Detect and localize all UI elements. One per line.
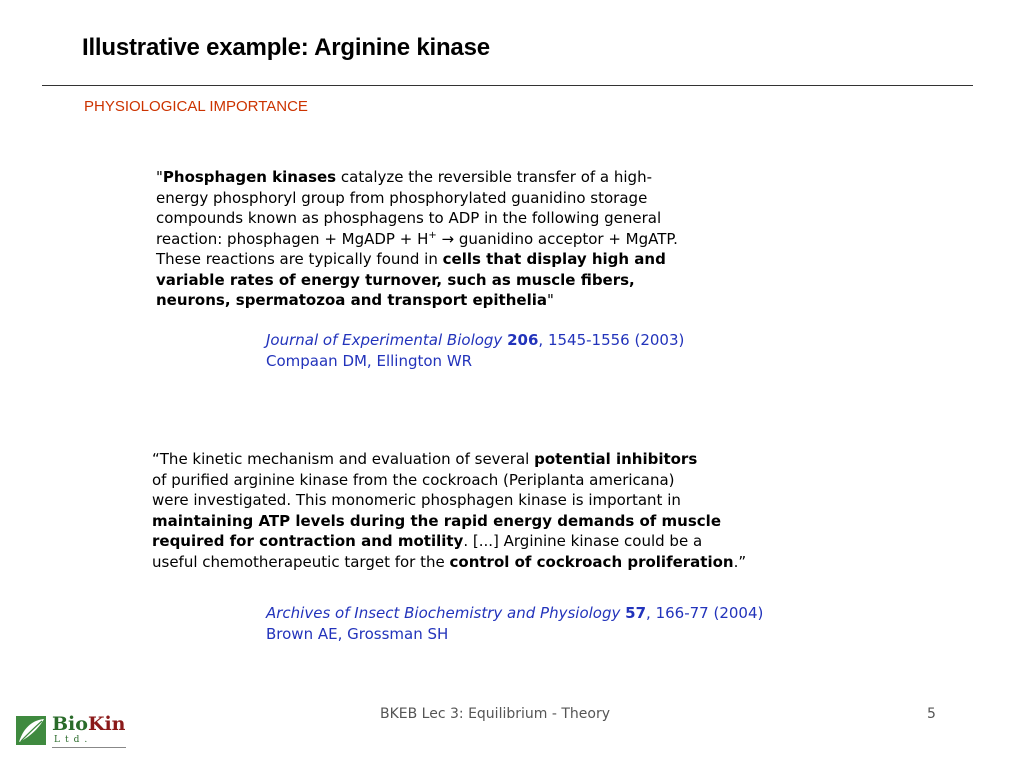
section-heading: PHYSIOLOGICAL IMPORTANCE (84, 98, 308, 115)
bold-text: variable rates of energy turnover, such as muscle fibers, (156, 270, 635, 289)
reference-1-journal: Journal of Experimental Biology (266, 331, 503, 349)
logo-bio: Bio (52, 713, 88, 735)
text-segment: compounds known as phosphagens to ADP in the following general (156, 209, 662, 227)
quote2-line (152, 470, 746, 491)
bold-text: neurons, spermatozoa and transport epithelia (156, 291, 547, 309)
bold-text: required for contraction and motility (152, 532, 464, 550)
bold-text: control of cockroach proliferation (449, 552, 734, 571)
reference-2-volume: 57 (625, 604, 647, 622)
quote2-line (152, 552, 746, 573)
quote1-line (156, 290, 678, 311)
quote1-line (156, 188, 678, 209)
bold-text: potential inhibitors (534, 450, 698, 468)
slide-title: Illustrative example: Arginine kinase (82, 34, 490, 61)
footer-title: BKEB Lec 3: Equilibrium - Theory (380, 706, 610, 722)
quote1-line (156, 167, 678, 188)
text-segment: reaction: phosphagen + MgADP + H (156, 229, 429, 248)
superscript-text: + (428, 229, 437, 241)
quote1-line (156, 229, 678, 250)
reference-1 (266, 330, 684, 372)
quote2-line (152, 511, 746, 532)
reference-1-authors: Compaan DM, Ellington WR (266, 352, 473, 370)
logo-underline (52, 747, 126, 748)
bold-text: cells that display high and (442, 250, 666, 268)
title-divider (42, 85, 973, 86)
leaf-icon (16, 716, 48, 746)
text-segment: useful chemotherapeutic target for the (152, 552, 450, 571)
text-segment: “The kinetic mechanism and evaluation of several (152, 450, 535, 468)
reference-2-citation (266, 603, 763, 624)
quote-block-1 (156, 167, 678, 311)
text-segment: .” (733, 552, 747, 571)
quote2-line (152, 490, 746, 511)
logo-subtitle: Ltd. (54, 735, 93, 745)
reference-1-pages: , 1545-1556 (2003) (538, 331, 685, 349)
quote1-line (156, 270, 678, 291)
reference-2-authors: Brown AE, Grossman SH (266, 625, 449, 643)
page-number: 5 (927, 706, 936, 722)
quote-block-2 (152, 449, 746, 572)
reference-2 (266, 603, 763, 645)
quote1-line (156, 208, 678, 229)
text-segment: were investigated. This monomeric phosphagen kinase is important in (152, 491, 681, 509)
text-segment: catalyze the reversible transfer of a high- (336, 168, 653, 186)
text-segment: " (546, 291, 554, 309)
text-segment: → guanidino acceptor + MgATP. (436, 229, 678, 248)
bold-text: maintaining ATP levels during the rapid energy demands of muscle (152, 511, 721, 530)
reference-2-journal: Archives of Insect Biochemistry and Physiology (266, 604, 621, 622)
text-segment: . [...] Arginine kinase could be a (463, 532, 703, 550)
biokin-logo (16, 714, 128, 748)
logo-wordmark (52, 714, 126, 734)
quote2-line (152, 449, 746, 470)
reference-2-pages: , 166-77 (2004) (646, 604, 764, 622)
text-segment: of purified arginine kinase from the cockroach (Periplanta americana) (152, 470, 675, 489)
quote2-line (152, 531, 746, 552)
text-segment: " (156, 168, 163, 186)
logo-kin: Kin (87, 713, 126, 735)
quote1-line (156, 249, 678, 270)
reference-1-citation (266, 330, 684, 351)
bold-text: Phosphagen kinases (162, 168, 337, 186)
reference-1-volume: 206 (507, 331, 539, 349)
text-segment: energy phosphoryl group from phosphorylated guanidino storage (156, 188, 648, 207)
text-segment: These reactions are typically found in (156, 250, 443, 268)
